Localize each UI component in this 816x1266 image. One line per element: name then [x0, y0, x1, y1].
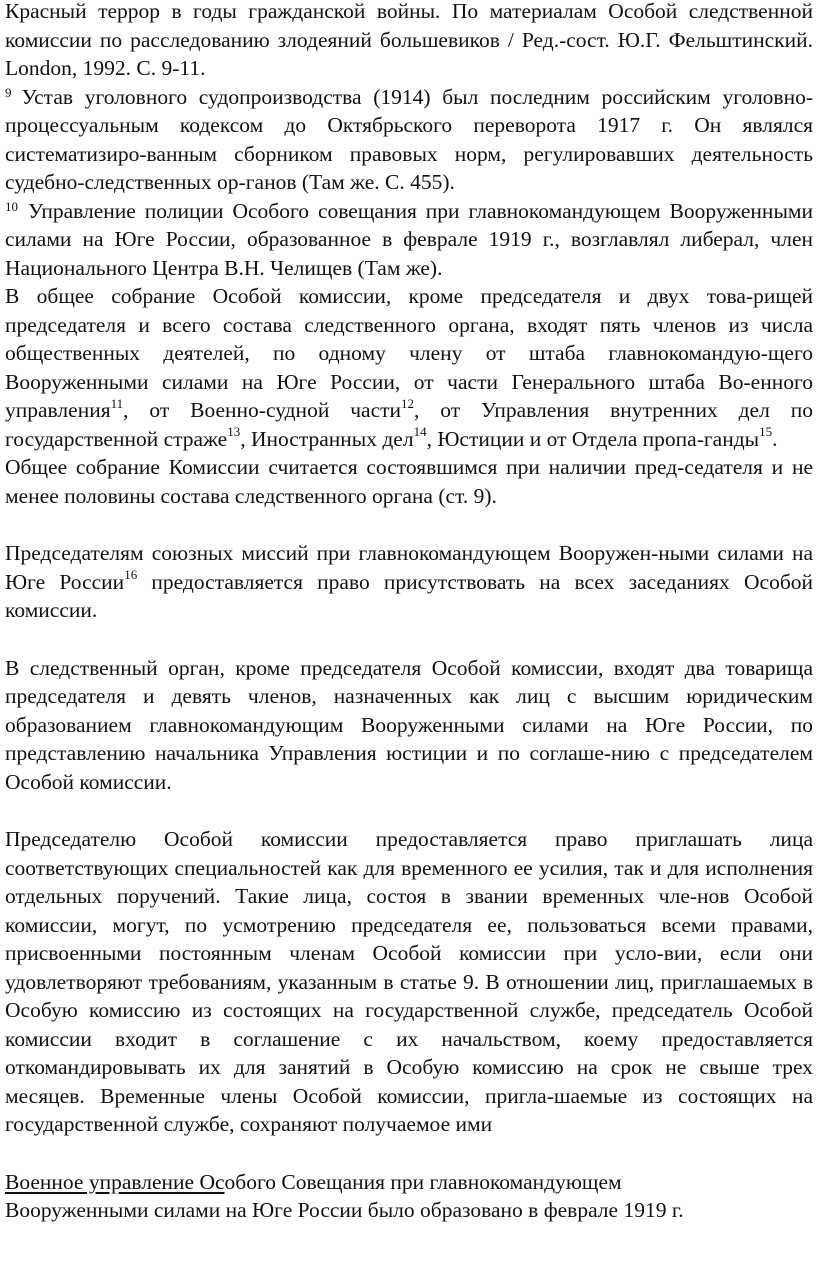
paragraph-military-department [5, 1168, 813, 1225]
text-segment: , Юстиции и от Отдела пропа-ганды [426, 426, 760, 451]
text-segment: , от Военно-судной части [123, 398, 402, 422]
text-segment: предоставляется право присутствовать на всех заседаниях Особой комиссии. [5, 569, 814, 622]
underlined-text: Военное управление Ос [5, 1169, 225, 1194]
footnote-ref-11: 11 [110, 395, 124, 411]
text-segment: Вооруженными силами на Юге России было образовано в феврале 1919 г. [5, 1198, 684, 1222]
footnote-10-text: Управление полиции Особого совещания при главнокомандующем Вооруженными силами на Юге России, образованное в феврале 1919 г., возглавлял либерал, член Национального Центра В.Н. Челищев (Там же). [5, 198, 813, 280]
paragraph-invited-members: Председателю Особой комиссии предоставляется право приглашать лица соответствующих специальностей как для временного ее усилия, так и для исполнения отдельных поручений. Такие лица, состоя в звании временных чле-нов Особой комиссии, могут, по усмотрению председателя ее, пользоваться всеми правами, присвоенными постоянным членам Особой комиссии при усло-вии, если они удовлетворяют требованиям, указанным в статье 9. В отношении лиц, приглашаемых в Особую комиссию из состоящих на государственной службе, председатель Особой комиссии входит в соглашение с их начальством, коему предоставляется откомандировывать их для занятий в Особую комиссию на срок не свыше трех месяцев. Временные члены Особой комиссии, пригла-шаемые из состоящих на государственной службе, сохраняют получаемое ими [5, 827, 813, 1136]
text-segment: В общее собрание Особой комиссии, кроме председателя и двух това-рищей председателя и всего состава следственного органа, входят пять членов из числа общественных деятелей, по одному члену от штаба главнокомандую-щего Вооруженными силами на Юге России, от части Генерального штаба Во-енного управления [5, 284, 813, 422]
footnote-ref-15: 15 [759, 424, 773, 440]
paragraph-allied-missions [5, 539, 813, 625]
paragraph-gap [5, 625, 813, 654]
footnote-10 [5, 197, 813, 283]
footnote-9-number: 9 [5, 84, 12, 100]
text-segment: , от Управления внутренних дел по государственной страже [5, 398, 813, 451]
footnote-ref-13: 13 [227, 424, 241, 440]
source-citation: Красный террор в годы гражданской войны. По материалам Особой следственной комиссии по расследованию злодеяний большевиков / Ред.-сост. Ю.Г. Фельштинский. London, 1992. С. 9-11. [5, 0, 813, 80]
footnote-9-text: Устав уголовного судопроизводства (1914) был последним российским уголовно-процессуальным кодексом до Октябрьского переворота 1917 г. Он являлся систематизиро-ванным сборником правовых норм, регулировавших деятельность судебно-следственных ор-ганов (Там же. С. 455). [5, 84, 813, 194]
paragraph-gap [5, 510, 813, 539]
text-segment: Председателям союзных миссий при главнокомандующем Вооружен-ными силами на Юге России [5, 541, 813, 594]
text-segment: , Иностранных дел [240, 426, 414, 451]
paragraph-quorum: Общее собрание Комиссии считается состоявшимся при наличии пред-седателя и не менее половины состава следственного органа (ст. 9). [5, 455, 813, 508]
paragraph-gap [5, 796, 813, 825]
footnote-ref-14: 14 [413, 424, 427, 440]
footnote-ref-16: 16 [124, 567, 138, 583]
footnote-9 [5, 83, 813, 197]
footnote-10-number: 10 [5, 198, 18, 214]
paragraph-investigative-body: В следственный орган, кроме председателя Особой комиссии, входят два товарища председателя и девять членов, назначенных как лиц с высшим юридическим образованием главнокомандующим Вооруженными силами на Юге России, по представлению начальника Управления юстиции и по соглаше-нию с председателем Особой комиссии. [5, 655, 813, 794]
text-segment: . [772, 426, 778, 451]
paragraph-general-meeting [5, 282, 813, 453]
footnote-ref-12: 12 [401, 395, 415, 411]
text-segment: обого Совещания при главнокомандующем [224, 1169, 622, 1194]
paragraph-gap [5, 1139, 813, 1168]
